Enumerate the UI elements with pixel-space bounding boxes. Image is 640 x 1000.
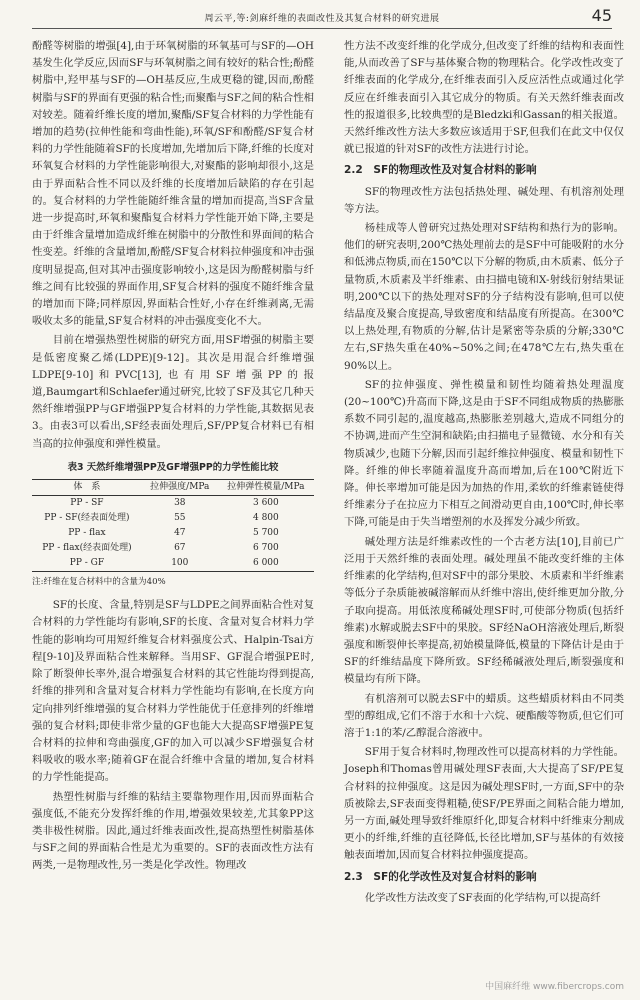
table-cell: 6 700 [252,543,279,554]
paragraph: SF用于复合材料时,物理改性可以提高材料的力学性能。Joseph和Thomas曾用碱处理SF表面,大大提高了SF/PE复合材料的拉伸强度。这是因为碱处理SF时,一方面,SF中的杂质被除去,SF表面变得粗糙,使SF/PE界面之间粘合能力增加,另一方面,碱处理导致纤维原纤化,即复合材料中纤维束分割成更小的纤维,纤维的直径降低,长径比增加,SF与基体的有效接触表面增加,因而复合材料拉伸强度提高。 [344,746,624,862]
table-cell: 67 [174,543,186,554]
table-caption: 表3 天然纤维增强PP及GF增强PP的力学性能比较 [67,461,279,473]
paragraph: 碱处理方法是纤维素改性的一个古老方法[10],目前已广泛用于天然纤维的表面处理。碱处理虽不能改变纤维的主体纤维素的化学结构,但对SF中的部分果胶、木质素和半纤维素等低分子杂质能被碱溶解而从纤维中溶出,使纤维更加分散,分子取向提高。用低浓度稀碱处理SF时,可使部分物质(包括纤维素)水解或脱去SF中的果胶。SF经NaOH溶液处理后,断裂强度和断裂伸长率提高,初始模量降低,模量的下降估计是由于SF的纤维结晶度下降所致。SF经稀碱液处理后,断裂强度和模量均有所下降。 [344,535,624,686]
table-cell: PP - SF [70,498,104,509]
left-column [32,38,314,877]
header-title: 周云平,等:剑麻纤维的表面改性及其复合材料的研究进展 [204,13,440,24]
paragraph: 杨桂成等人曾研究过热处理对SF结构和热行为的影响。他们的研究表明,200℃热处理前去的是SF中可能吸附的水分和低沸点物质,而在150℃以下分解的物质,由木质素、低分子量物质,木质素及半纤维素、由扫描电镜和X-射线衍射结果证明,200℃以下的热处理对SF的分子结构没有影响,但可以使结晶度及聚合度提高,导致密度和结晶度有所提高。在300℃以上热处理,有物质的分解,估计是紧密等杂质的分解;330℃左右,SF热失重在40%~50%之间;在478℃左右,热失重在90%以上。 [344,222,624,372]
paragraph: 有机溶剂可以脱去SF中的蜡质。这些蜡质材料由不同类型的醇组成,它们不溶于水和十六烷、硬酯酸等物质,但它们可溶于1:1的苯/乙醇混合溶液中。 [344,692,624,739]
table-cell: 4 800 [252,513,279,524]
table-cell: 5 700 [252,528,279,539]
table-row [32,541,314,556]
paragraph: 热塑性树脂与纤维的粘结主要靠物理作用,因而界面粘合强度低,不能充分发挥纤维的作用,增强效果较差,尤其象PP这类非极性树脂。因此,通过纤维表面改性,提高热塑性树脂基体与SF之间的界面粘合性是尤为重要的。SF的表面改性方法有两类,一是物理改性,另一类是化学改性。物理改 [32,790,314,872]
paragraph: SF的拉伸强度、弹性模量和韧性均随着热处理温度(20~100℃)升高而下降,这是由于SF不同组成物质的热膨胀系数不同引起的,温度越高,热膨胀差别越大,造成不同组分的不协调,进而产生空洞和缺陷;由扫描电子显微镜、水分和有关物质减少,也随下分解,因而引起纤维拉伸强度、模量和韧性下降。纤维的伸长率随着温度升高而增加,后在100℃附近下降。伸长率增加可能是因为加热的作用,柔软的纤维素链使得纤维素分子在拉应力下相互之间滑动更自由,100℃时,伸长率下降,可能是由于失当增塑剂的水及挥发分减少所致。 [344,378,624,529]
table-cell: 3 600 [252,498,279,509]
column-header: 体 系 [32,480,142,496]
paragraph: SF的物理改性方法包括热处理、碱处理、有机溶剂处理等方法。 [344,185,624,215]
section-heading: 2.2 SF的物理改性及对复合材料的影响 [344,164,537,177]
section-heading: 2.3 SF的化学改性及对复合材料的影响 [344,870,537,883]
paragraph: SF的长度、含量,特别是SF与LDPE之间界面粘合性对复合材料的力学性能均有影响,SF的长度、含量对复合材料力学性能的影响均可用短纤维复合材料强度公式、Halpin-Tsai方程[9-10]及界面粘合性来解释。当用SF、GF混合增强PE时,除了断裂伸长率外,混合增强复合材料的其它性能均得到提高,纤维的排列和含量对复合材料力学性能均有影响,在长度方向定向排列纤维增强的复合材料力学性能优于任意排列的纤维增强的复合材料;即使非常少量的GF也能大大提高SF增强PE复合材料的拉伸和弯曲强度,GF的加入可以减少SF增强复合材料吸收的吸水率;随着GF在混合纤维中含量的增加,复合材料的力学性能提高。 [32,599,314,784]
table-cell: PP - flax(经表面处理) [42,543,132,554]
paragraph: 性方法不改变纤维的化学成分,但改变了纤维的结构和表面性能,从而改善了SF与基体聚合物的物理粘合。化学改性改变了纤维表面的化学成分,在纤维表面引入反应活性点或通过化学反应在纤维表面引入其它成分的物质。有关天然纤维表面改性的报道很多,比较典型的是Bledzki和Gassan的相关报道。天然纤维改性方法大多数应该适用于SF,但我们在此文中仅仅就已报道的针对SF的改性方法进行讨论。 [344,40,624,156]
watermark: 中国麻纤维 www.fibercrops.com [485,982,624,992]
properties-table [32,479,314,572]
table-cell: 55 [174,513,186,524]
table-cell: 100 [142,556,218,572]
table-row [32,556,314,572]
table-row [32,526,314,541]
column-header: 拉伸强度/MPa [142,480,218,496]
table-cell: 6 000 [218,556,314,572]
running-header [32,6,612,29]
table-cell: PP - SF(经表面处理) [44,513,130,524]
table-row [32,496,314,512]
page-number: 45 [591,6,612,25]
table-cell: PP - GF [32,556,142,572]
paragraph: 化学改性方法改变了SF表面的化学结构,可以提高纤 [364,891,601,904]
table-row [32,511,314,526]
right-column [344,38,624,909]
table-cell: 47 [174,528,186,539]
table-header-row [32,480,314,496]
column-header: 拉伸弹性模量/MPa [218,480,314,496]
table-cell: PP - flax [68,528,106,539]
table-cell: 38 [174,498,186,509]
paragraph: 目前在增强热塑性树脂的研究方面,用SF增强的树脂主要是低密度聚乙烯(LDPE)[9-12]。其次是用混合纤维增强LDPE[9-10]和PVC[13],也有用SF增强PP的报道,Baumgart和Schlaefer通过研究,比较了SF及其它几种天然纤维增强PP与GF增强PP复合材料的力学性能,其数据见表3。由表3可以看出,SF经表面处理后,SF/PP复合材料已有相当高的拉伸强度和弹性模量。 [32,334,314,450]
paragraph: 酚醛等树脂的增强[4],由于环氧树脂的环氧基可与SF的—OH基发生化学反应,因而SF与环氧树脂之间有较好的粘合性;酚醛树脂中,羟甲基与SF的—OH基反应,生成更稳的键,因而,酚醛树脂与SF的界面有更强的粘合性;而聚酯与SF之间的粘合性相对较差。随着纤维长度的增加,聚酯/SF复合材料的力学性能有增加的趋势(拉伸性能和弯曲性能),环氧/SF和酚醛/SF复合材料的力学性能随着SF的长度增加,先增加后下降,纤维的长度对环氧复合材料的力学性能影响很大,对聚酯的影响却很小,这是由于界面粘合性不同以及纤维的长度增加后缺陷的存在引起的。复合材料的力学性能随纤维含量的增加而提高,当SF含量进一步提高时,环氧和聚酯复合材料力学性能开始下降,主要是由于纤维含量增加造成纤维在树脂中的分散性和界面间的粘合性变差。纤维的含量增加,酚醛/SF复合材料拉伸强度和冲击强度明显提高,但对其冲击强度影响较小,这是因为酚醛树脂与纤维之间有比较强的界面作用,SF复合材料的强度不随纤维含量的增加而下降;同样原因,界面粘合性好,小存在纤维剥离,无需吸收太多的能量,SF复合材料的冲击强度变化不大。 [32,40,314,328]
table-note: 注:纤维在复合材料中的含量为40% [32,577,166,588]
